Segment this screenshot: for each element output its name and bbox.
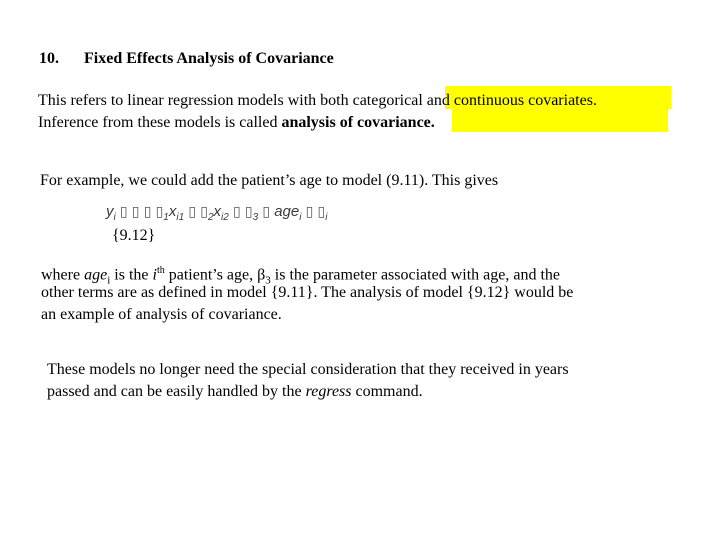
beta-subscript: 3 [265, 274, 271, 287]
eq-sub-i: i [325, 212, 328, 223]
eq-missing-glyph: ▯ [262, 203, 271, 219]
age-term: age [84, 266, 108, 284]
eq-x: x [168, 203, 177, 220]
closing-line-2 [47, 381, 423, 403]
where-text: is the [110, 266, 153, 284]
eq-sub-i: i [299, 212, 302, 223]
eq-x: x [213, 203, 221, 220]
example-sentence: For example, we could add the patient’s age to model (9.11). This gives [40, 172, 499, 189]
regress-command: regress [305, 383, 352, 400]
equation-9-12 [106, 203, 327, 223]
eq-age: age [274, 203, 300, 220]
eq-missing-glyph: ▯ [155, 203, 164, 219]
eq-missing-glyph: ▯ [305, 203, 314, 219]
eq-missing-glyph: ▯ [119, 203, 128, 219]
eq-sub-i1: i1 [176, 212, 185, 223]
analysis-of-covariance-term: analysis of covariance. [281, 114, 435, 131]
equation-label: {9.12} [112, 227, 156, 244]
eq-sub-i2: i2 [221, 212, 229, 223]
eq-y: y [106, 203, 114, 220]
eq-missing-glyph: ▯ [244, 203, 253, 219]
eq-missing-glyph: ▯ [188, 203, 197, 219]
eq-sub-i: i [113, 212, 116, 223]
eq-missing-glyph: ▯ [131, 203, 140, 219]
section-number: 10. [39, 50, 59, 67]
intro-line-2-text: Inference from these models is called [38, 114, 282, 131]
section-title: Fixed Effects Analysis of Covariance [84, 50, 334, 67]
intro-line-2 [38, 112, 435, 134]
intro-line-1: This refers to linear regression models with both categorical and continuous covariates. [38, 92, 597, 109]
eq-missing-glyph: ▯ [143, 203, 152, 219]
eq-sub-3: 3 [252, 212, 259, 223]
where-text: where [41, 266, 85, 284]
th-superscript: th [156, 265, 165, 276]
eq-sub-2: 2 [207, 212, 214, 223]
highlight-line2 [452, 109, 668, 132]
i-term: i [152, 266, 157, 284]
where-text: is the parameter associated with age, and the [270, 266, 560, 284]
age-subscript: i [107, 274, 111, 287]
closing-text: passed and can be easily handled by the [47, 383, 306, 400]
where-text: patient’s age, [164, 266, 258, 284]
eq-missing-glyph: ▯ [317, 203, 326, 219]
closing-line-1: These models no longer need the special consideration that they received in years [47, 361, 569, 378]
eq-missing-glyph: ▯ [232, 203, 241, 219]
where-line-2: other terms are as defined in model {9.11}. The analysis of model {9.12} would be [41, 284, 574, 301]
where-line-3: an example of analysis of covariance. [41, 306, 282, 323]
beta-symbol: β [257, 266, 266, 284]
closing-text: command. [351, 383, 423, 400]
eq-sub-1: 1 [163, 212, 169, 223]
eq-missing-glyph: ▯ [200, 203, 208, 219]
